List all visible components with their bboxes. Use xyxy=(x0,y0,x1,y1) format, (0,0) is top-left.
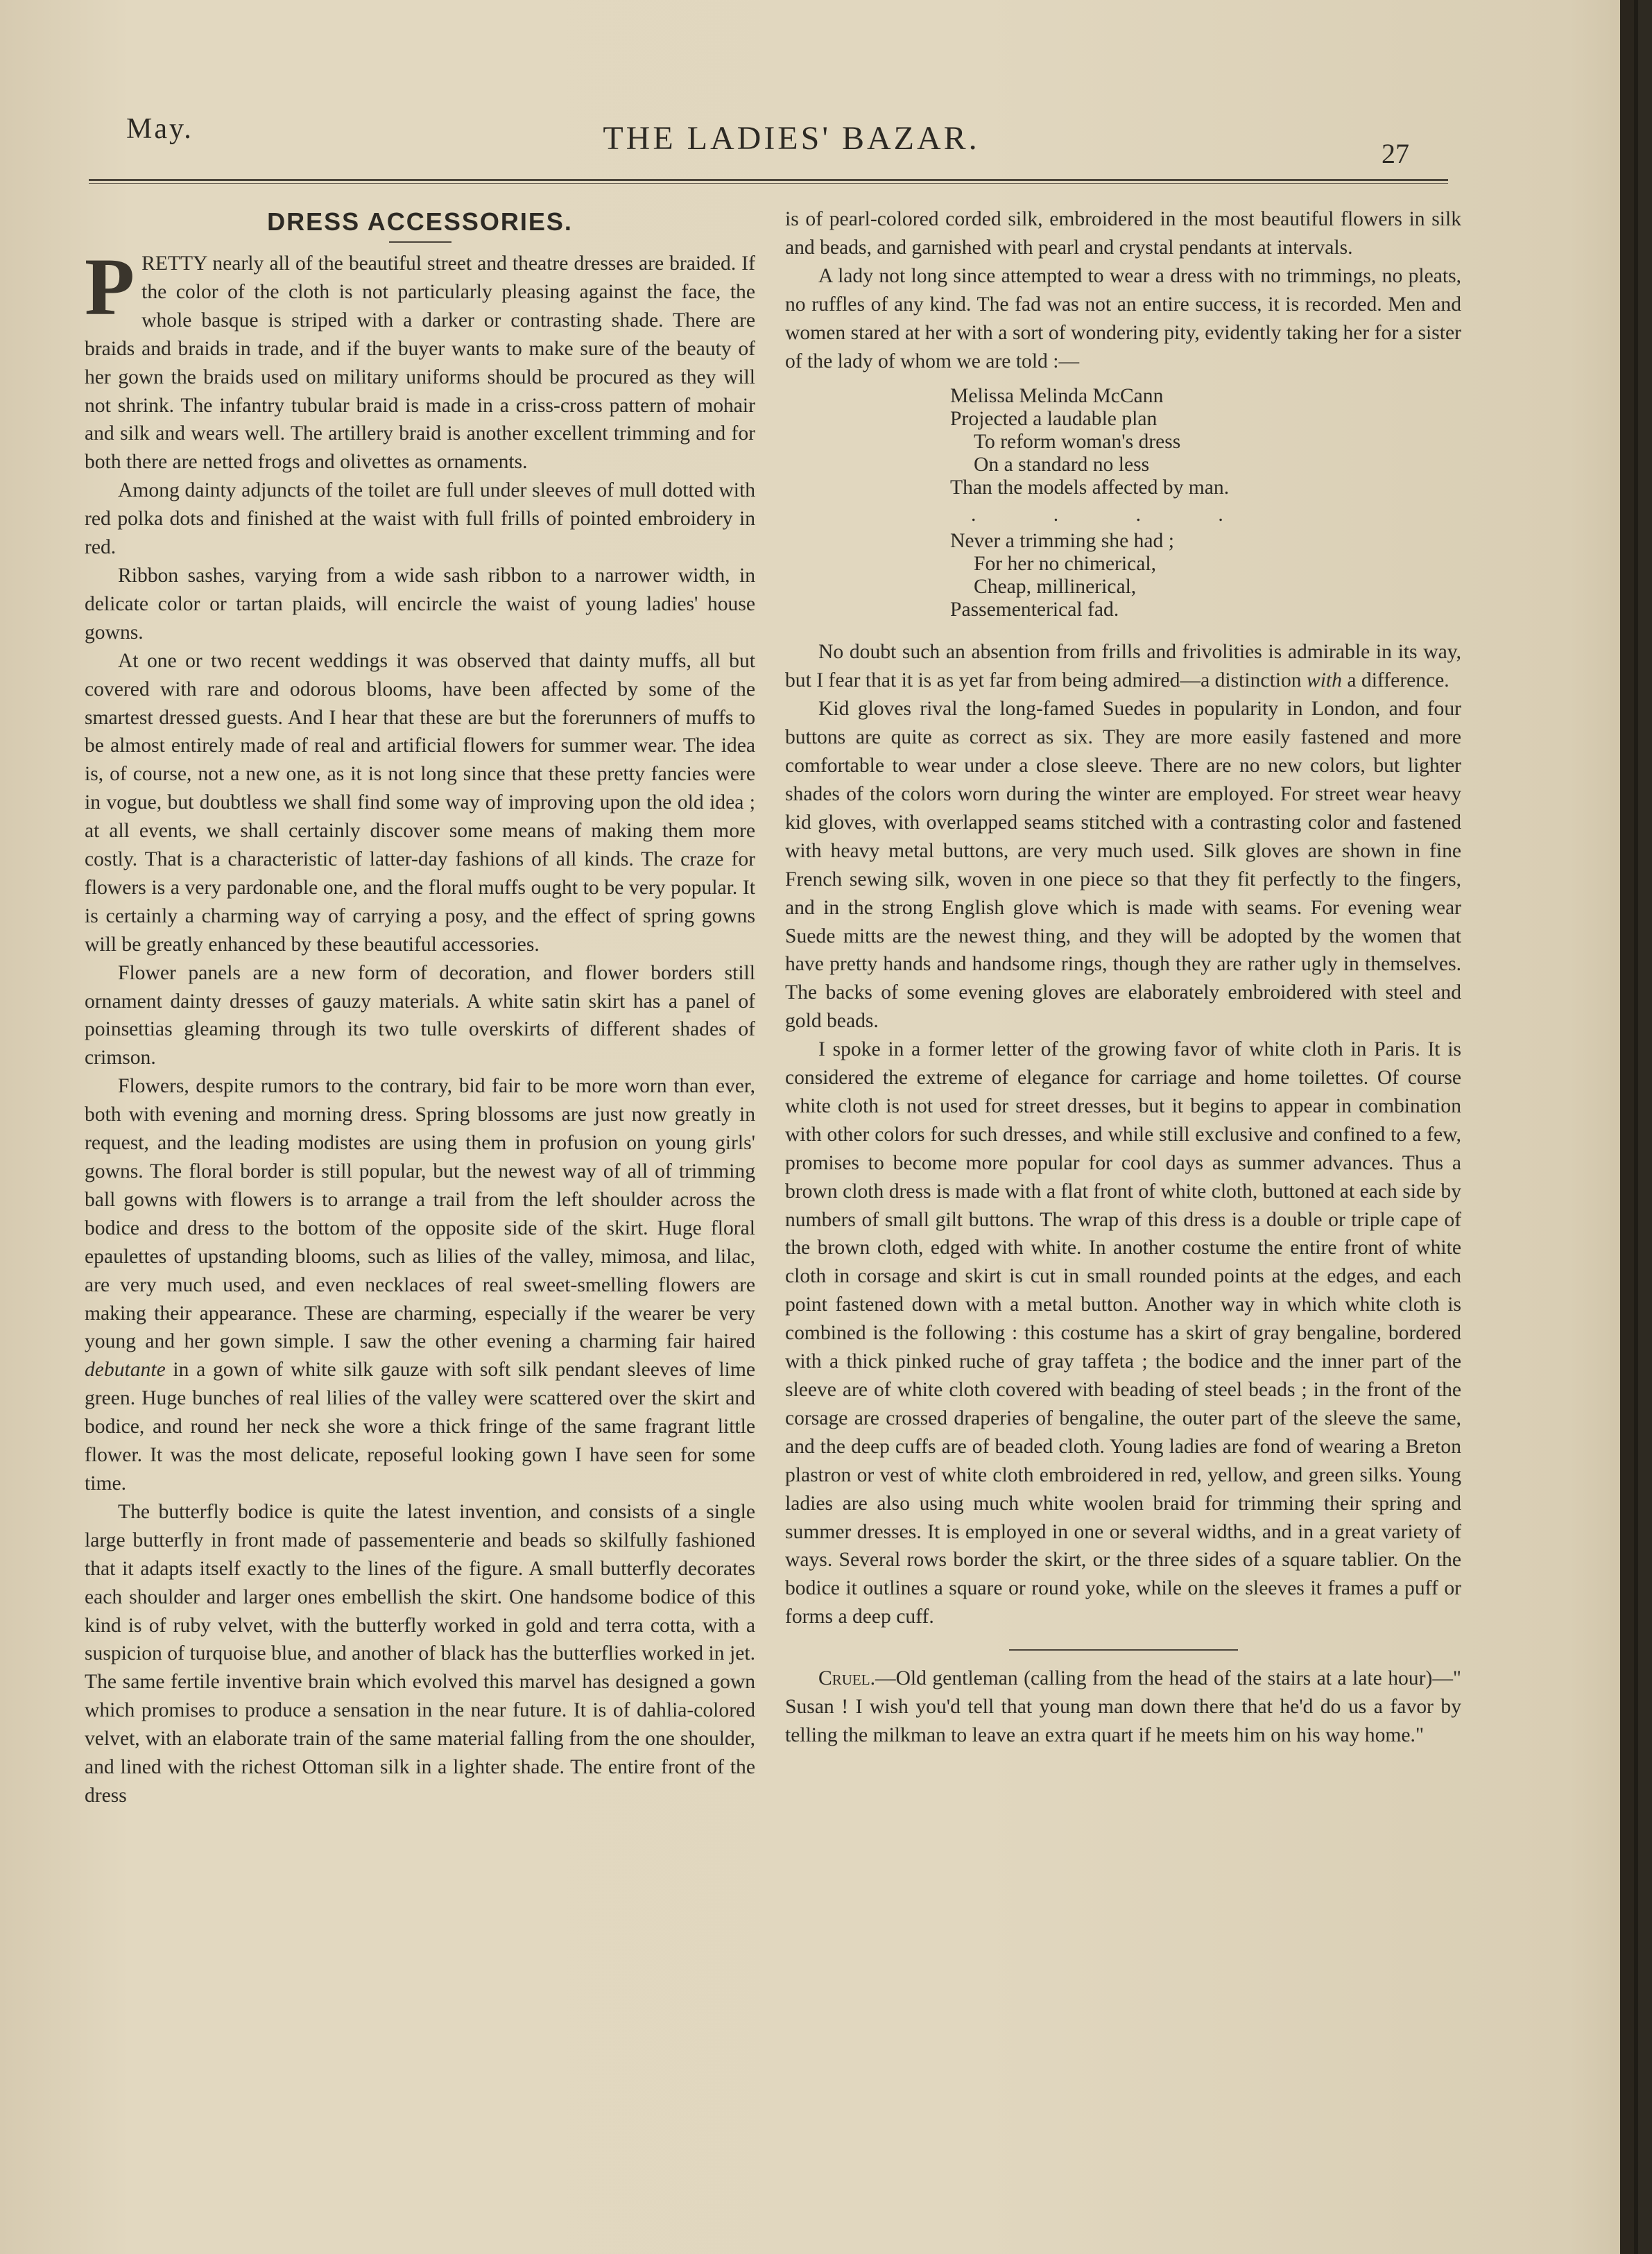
paragraph: Flower panels are a new form of decoration, and flower borders still ornament dainty dresses of gauzy materials. A white satin skirt has a panel of poinsettias gleaming through its two tulle overskirts of different shades of crimson. xyxy=(85,961,755,1069)
paragraph-text: in a gown of white silk gauze with soft silk pendant sleeves of lime green. Huge bunches of real lilies of the valley were scattered over the skirt and bodice, and round her neck she wore a thick fringe of the same fragrant little flower. It was the most delicate, reposeful looking gown I have seen for some time. xyxy=(85,1359,755,1495)
paragraph: The butterfly bodice is quite the latest invention, and consists of a single large butterfly in front made of passementerie and beads so skilfully fashioned that it adapts itself exactly to the lines of the figure. A small butterfly decorates each shoulder and larger ones embellish the skirt. One handsome bodice of this kind is of ruby velvet, with the butterfly worked in gold and terra cotta, with a suspicion of turquoise blue, and another of black has the butterflies worked in jet. The same fertile inventive brain which evolved this marvel has designed a gown which promises to produce a sensation in the near future. It is of dahlia-colored velvet, with an elaborate train of the same material falling from the one shoulder, and lined with the richest Ottoman silk in a lighter shade. The entire front of the dress xyxy=(85,1500,755,1807)
header-rule xyxy=(89,179,1448,181)
italic-word: with xyxy=(1306,669,1342,692)
poem-line: Melissa Melinda McCann xyxy=(950,385,1164,408)
paragraph: A lady not long since attempted to wear a dress with no trimmings, no pleats, no ruffles of any kind. The fad was not an entire success, it is recorded. Men and women stared at her with a sort of wondering pity, evidently taking her for a sister of the lady of whom we are told :— xyxy=(785,264,1461,372)
poem-line: On a standard no less xyxy=(974,454,1150,476)
joke-label: Cruel. xyxy=(818,1667,875,1690)
paragraph xyxy=(85,241,755,476)
italic-word: debutante xyxy=(85,1359,166,1382)
poem-line: Passementerical fad. xyxy=(950,599,1119,621)
poem-line: Never a trimming she had ; xyxy=(950,530,1174,553)
paragraph: Among dainty adjuncts of the toilet are full under sleeves of mull dotted with red polka dots and finished at the waist with full frills of pointed embroidery in red. xyxy=(85,479,755,559)
paragraph: At one or two recent weddings it was observed that dainty muffs, all but covered with rare and odorous blooms, have been affected by some of the smartest dressed guests. And I hear that these are but the forerunners of muffs to be almost entirely made of real and artificial flowers for summer wear. The idea is, of course, not a new one, as it is not long since that these pretty fancies were in vogue, but doubtless we shall find some way of improving upon the old idea ; at all events, we shall certainly discover some means of making them more costly. That is a characteristic of latter-day fashions of all kinds. The craze for flowers is a very pardonable one, and the floral muffs ought to be very popular. It is certainly a charming way of carrying a posy, and the effect of spring gowns will be greatly enhanced by these beautiful accessories. xyxy=(85,649,755,956)
poem-line: For her no chimerical, xyxy=(974,553,1156,576)
paragraph: Ribbon sashes, varying from a wide sash ribbon to a narrower width, in delicate color or tartan plaids, will encircle the waist of young ladies' house gowns. xyxy=(85,564,755,644)
paragraph: Kid gloves rival the long-famed Suedes in popularity in London, and four buttons are quite as correct as six. They are more easily fastened and more comfortable to wear under a close sleeve. There are no new colors, but lighter shades of the colors worn during the winter are employed. For street wear heavy kid gloves, with overlapped seams stitched with a contrasting color and fastened with heavy metal buttons, are very much used. Silk gloves are shown in fine French sewing silk, woven in one piece so that they fit perfectly to the fingers, and in the strong English glove which is made with seams. For evening wear Suede mitts are the newest thing, and they will be adopted by the women that have pretty hands and handsome rings, though they are rather ugly in themselves. The backs of some evening gloves are elaborately embroidered with steel and gold beads. xyxy=(785,698,1461,1033)
page-number: 27 xyxy=(1382,138,1409,169)
poem xyxy=(950,385,1461,621)
article-title: DRESS ACCESSORIES. xyxy=(267,207,573,236)
poem-line: To reform woman's dress xyxy=(974,431,1181,454)
paragraph: I spoke in a former letter of the growing favor of white cloth in Paris. It is considered the extreme of elegance for carriage and home toilettes. Of course white cloth is not used for street dresses, but it begins to appear in combination with other colors for such dresses, and while still exclusive and confined to a few, promises to become more popular for cool days as summer advances. Thus a brown cloth dress is made with a flat front of white cloth, buttoned at each side by numbers of small gilt buttons. The wrap of this dress is a double or triple cape of the brown cloth, edged with white. In another costume the entire front of white cloth in corsage and skirt is cut in small rounded points at the edges, and each point fastened down with a metal button. Another way in which white cloth is combined is the following : this costume has a skirt of gray bengaline, bordered with a thick pinked ruche of gray taffeta ; the bodice and the inner part of the sleeve are of white cloth covered with beading of steel beads ; in the front of the corsage are crossed draperies of bengaline, the outer part of the sleeve the same, and the deep cuffs are of beaded cloth. Young ladies are fond of wearing a Breton plastron or vest of white cloth embroidered in red, yellow, and green silks. Young ladies are also using much white woolen braid for trimming their spring and summer dresses. It is employed in one or several widths, and in a great variety of ways. Several rows border the skirt, or the three sides of a square tablier. On the bodice it outlines a square or round yoke, while on the sleeves it frames a puff or forms a deep cuff. xyxy=(785,1038,1461,1628)
magazine-title: THE LADIES' BAZAR. xyxy=(603,120,980,157)
paragraph-text: a difference. xyxy=(1347,669,1449,692)
poem-line: Cheap, millinerical, xyxy=(974,576,1137,599)
paragraph-text: No doubt such an absention from frills and frivolities is admirable in its way, but I fear that it is as yet far from being admired—a distinction xyxy=(785,641,1461,692)
paragraph-text: Flowers, despite rumors to the contrary, bid fair to be more worn than ever, both with evening and morning dress. Spring blossoms are just now greatly in request, and the leading modistes are using them in profusion on young girls' gowns. The floral border is still popular, but the newest way of all of trimming ball gowns with flowers is to arrange a trail from the left shoulder across the bodice and dress to the bottom of the opposite side of the skirt. Huge floral epaulettes of upstanding blooms, such as lilies of the valley, mimosa, and lilac, are very much used, and even necklaces of real sweet-smelling flowers are making their appearance. These are charming, especially if the wearer be very young and her gown simple. I saw the other evening a charming fair haired xyxy=(85,1075,755,1353)
right-column xyxy=(785,205,1461,1750)
header-rule-thin xyxy=(89,183,1448,184)
title-rule xyxy=(389,241,451,243)
header-month: May. xyxy=(126,113,193,145)
paragraph: is of pearl-colored corded silk, embroidered in the most beautiful flowers in silk and beads, and garnished with pearl and crystal pendants at intervals. xyxy=(785,208,1461,259)
dropcap-letter: P xyxy=(85,241,135,332)
poem-line: Than the models affected by man. xyxy=(950,476,1230,499)
poem-ellipsis: . . . . xyxy=(971,504,1259,526)
paragraph xyxy=(85,1072,755,1498)
left-column xyxy=(85,205,755,1810)
section-rule xyxy=(1009,1649,1238,1651)
paragraph-text: RETTY nearly all of the beautiful street and theatre dresses are braided. If the color of the cloth is not particularly pleasing against the face, the whole basque is striped with a darker or contrasting shade. There are braids and braids in trade, and if the buyer wants to make sure of the beauty of her gown the braids used on military uniforms should be procured as they will not shrink. The infantry tubular braid is made in a criss-cross pattern of mohair and silk and wears well. The artillery braid is another excellent trimming and for both there are netted frogs and olivettes as ornaments. xyxy=(85,252,755,474)
joke-paragraph xyxy=(785,1664,1461,1750)
joke-text: —Old gentleman (calling from the head of the stairs at a late hour)—" Susan ! I wish you'd tell that young man down there that he'd do us a favor by telling the milkman to leave an extra quart if he meets him on his way home." xyxy=(785,1667,1461,1746)
paragraph xyxy=(785,638,1461,695)
poem-line: Projected a laudable plan xyxy=(950,408,1158,431)
page-edge xyxy=(1620,0,1634,2254)
